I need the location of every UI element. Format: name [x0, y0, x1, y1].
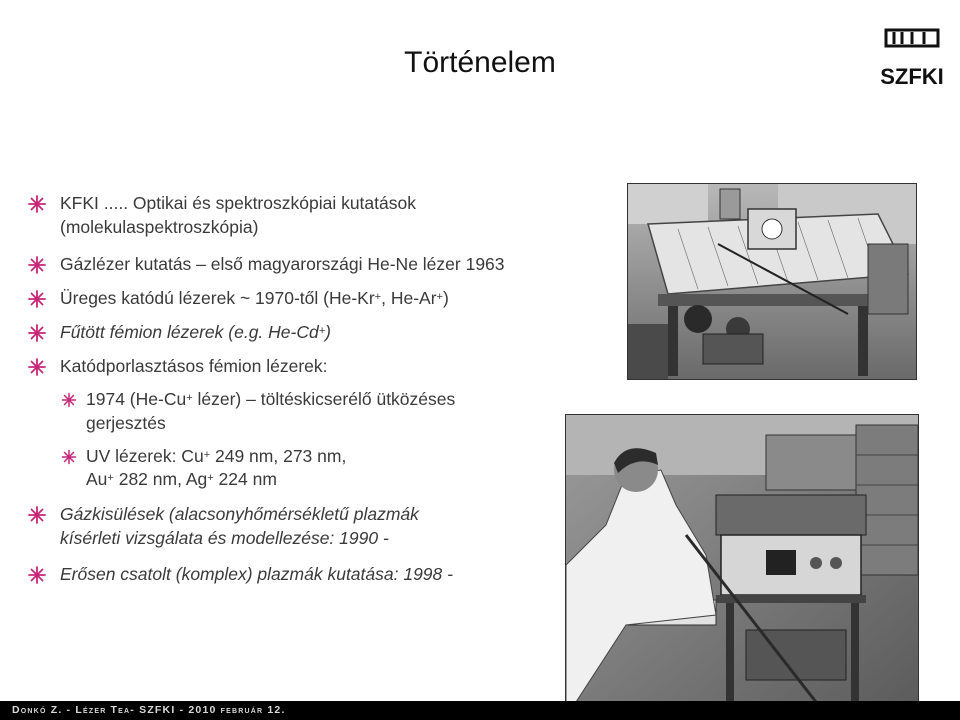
asterisk-bullet-icon	[60, 448, 78, 466]
bullet-text: 1974 (He-Cu	[86, 389, 187, 409]
superscript: +	[318, 325, 326, 337]
asterisk-bullet-icon	[26, 322, 48, 344]
researcher-photo	[565, 414, 919, 703]
bullet-text: )	[325, 322, 331, 342]
bullet-gazlezer	[60, 253, 505, 275]
subbullet-uv	[86, 445, 346, 467]
bullet-text: 282 nm, Ag	[113, 469, 208, 489]
bullet-text: lézer) – töltéskicserélő ütközéses	[192, 389, 456, 409]
superscript: +	[107, 472, 114, 484]
footer-bar	[0, 701, 960, 720]
superscript: +	[203, 449, 211, 461]
bullet-ureges	[60, 287, 449, 309]
footer-text: Donkó Z. - Lézer Tea- SZFKI - 2010 február 12.	[12, 704, 286, 716]
asterisk-bullet-icon	[26, 504, 48, 526]
superscript: +	[207, 472, 214, 484]
asterisk-bullet-icon	[26, 356, 48, 378]
bullet-text: Gázkisülések (alacsonyhőmérsékletű plazmák	[60, 504, 419, 524]
bullet-text: Katódporlasztásos fémion lézerek:	[60, 356, 328, 376]
bullet-text: 224 nm	[213, 469, 277, 489]
bullet-continuation	[60, 216, 258, 238]
bullet-text: gerjesztés	[86, 413, 166, 433]
bullet-text: Fűtött fémion lézerek (e.g. He-Cd	[60, 322, 319, 342]
slide-title: Történelem	[404, 46, 556, 79]
bullet-continuation	[60, 527, 389, 549]
laser-lab-photo	[627, 183, 917, 380]
bullet-text: Au	[86, 469, 108, 489]
bullet-text: )	[442, 288, 449, 308]
bullet-text: kísérleti vizsgálata és modellezése: 1990 -	[60, 528, 389, 548]
logo-text: SZFKI	[880, 64, 944, 89]
asterisk-bullet-icon	[26, 193, 48, 215]
asterisk-bullet-icon	[60, 391, 78, 409]
bullet-text: Üreges katódú lézerek ~ 1970-től (He-Kr	[60, 288, 375, 308]
bullet-kfki	[60, 192, 416, 214]
bullet-gazkisulesek	[60, 503, 419, 525]
bullet-text: (molekulaspektroszkópia)	[60, 217, 259, 237]
subbullet-hecu	[86, 388, 455, 410]
bullet-text: KFKI ..... Optikai és spektroszkópiai kutatások	[60, 193, 416, 213]
bullet-text: 249 nm, 273 nm,	[210, 446, 347, 466]
asterisk-bullet-icon	[26, 288, 48, 310]
bullet-futott	[60, 321, 331, 343]
asterisk-bullet-icon	[26, 564, 48, 586]
bullet-katodporlasztasos	[60, 355, 328, 377]
bullet-text: Erősen csatolt (komplex) plazmák kutatása: 1998 -	[60, 564, 453, 584]
subbullet-continuation	[86, 468, 277, 490]
superscript: +	[436, 291, 443, 303]
bullet-text: UV lézerek: Cu	[86, 446, 204, 466]
superscript: +	[374, 291, 382, 303]
superscript: +	[186, 392, 193, 404]
subbullet-continuation	[86, 412, 166, 434]
bullet-erosen	[60, 563, 453, 585]
asterisk-bullet-icon	[26, 254, 48, 276]
bullet-text: Gázlézer kutatás – első magyarországi He-Ne lézer 1963	[60, 254, 505, 274]
bullet-text: , He-Ar	[381, 288, 437, 308]
